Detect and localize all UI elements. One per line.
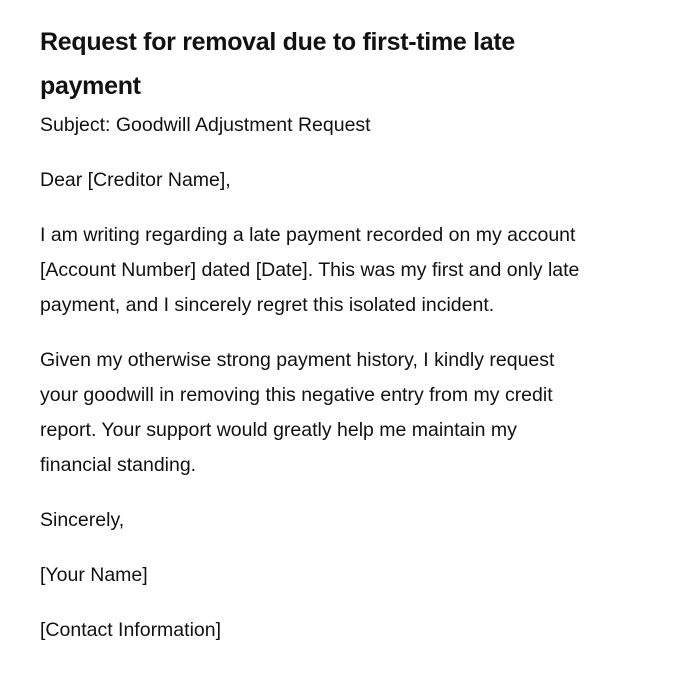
paragraph-line: I am writing regarding a late payment recorded on my account [40,224,576,246]
sender-name [40,558,670,593]
letter-document [40,20,670,668]
paragraph-line: Given my otherwise strong payment history, I kindly request [40,349,555,371]
paragraph-line: your goodwill in removing this negative entry from my credit [40,384,553,406]
body-paragraph-2 [40,343,670,483]
subject-line [40,108,670,143]
body-paragraph-1 [40,218,670,323]
closing-text: Sincerely, [40,509,125,531]
salutation-text: Dear [Creditor Name], [40,169,231,191]
title-line: Request for removal due to first-time late [40,28,515,56]
sender-name-text: [Your Name] [40,564,148,586]
closing [40,503,670,538]
paragraph-line: report. Your support would greatly help me maintain my [40,419,517,441]
paragraph-line: payment, and I sincerely regret this isolated incident. [40,294,495,316]
title-line: payment [40,72,141,100]
subject-text: Subject: Goodwill Adjustment Request [40,114,371,136]
paragraph-line: [Account Number] dated [Date]. This was my first and only late [40,259,580,281]
document-title [40,20,670,108]
paragraph-line: financial standing. [40,454,197,476]
sender-contact [40,613,670,648]
sender-contact-text: [Contact Information] [40,619,222,641]
salutation [40,163,670,198]
